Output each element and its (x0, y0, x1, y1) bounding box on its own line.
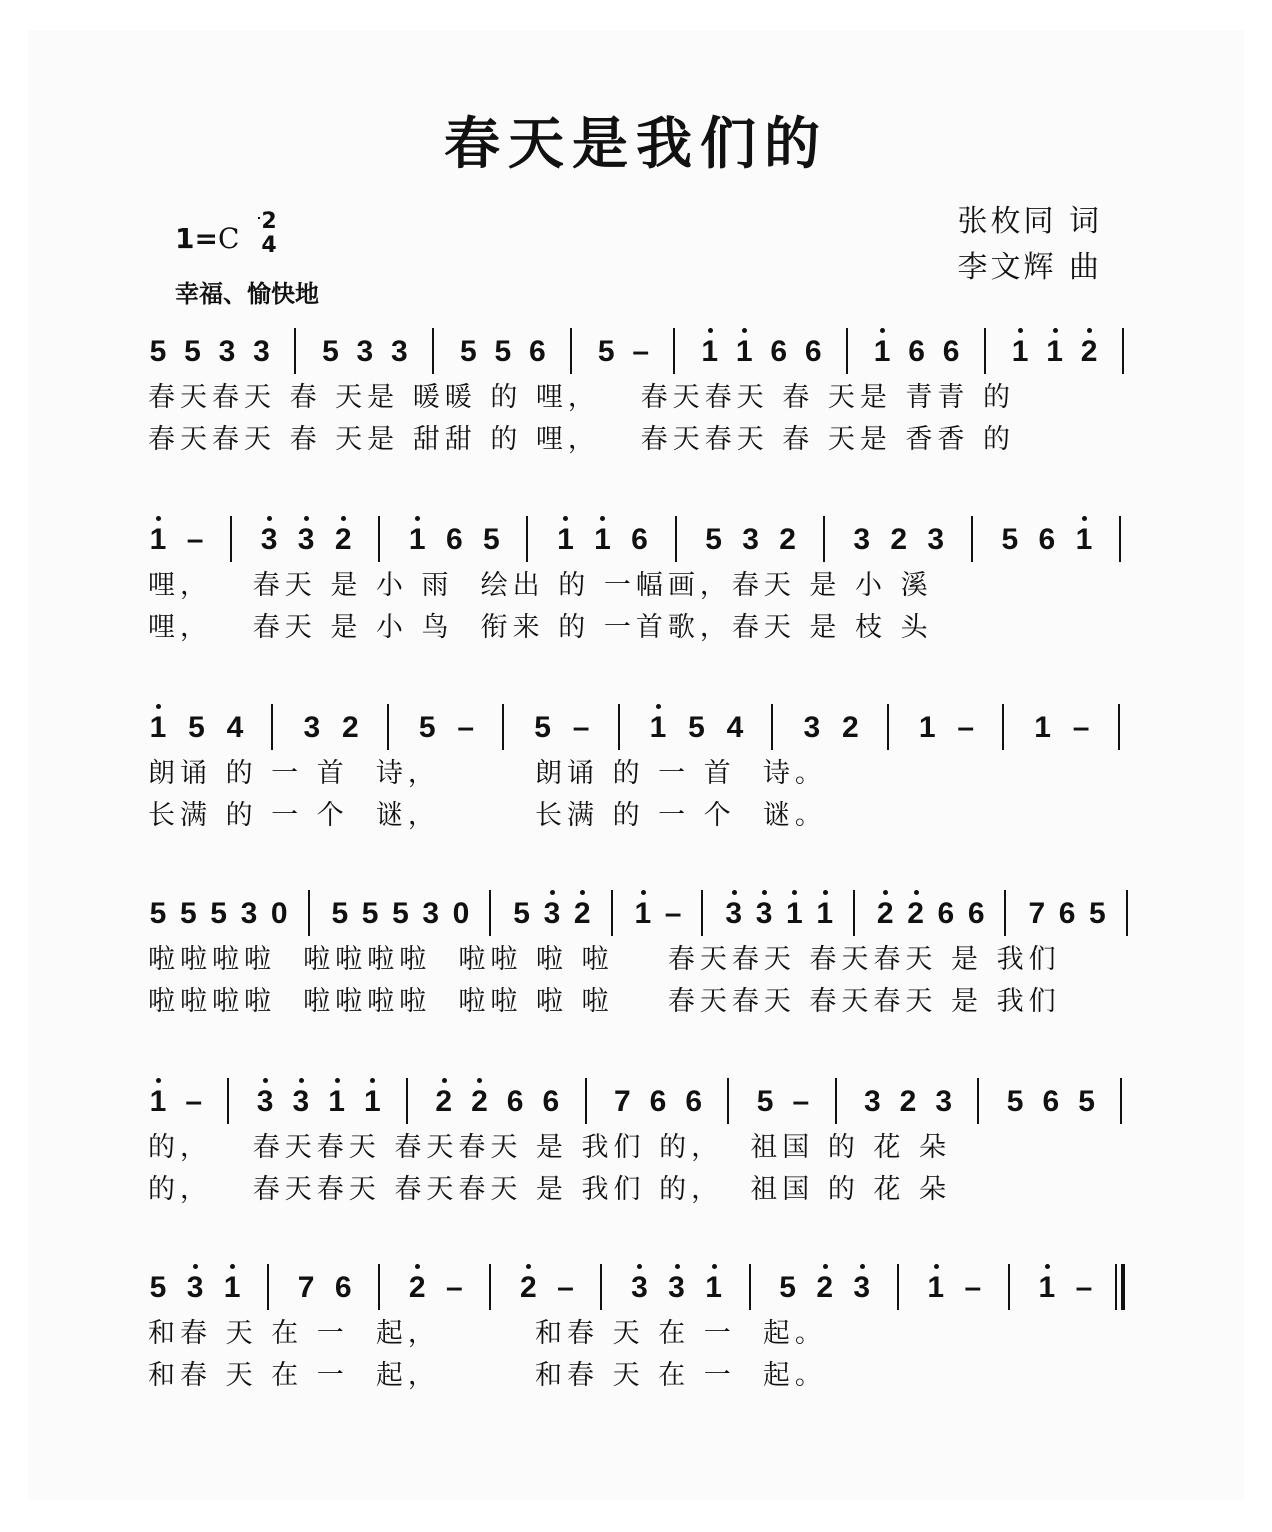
octave-dot (762, 890, 767, 895)
lyric-text: 长满 的 一 个 谜， 长满 的 一 个 谜。 (148, 800, 827, 831)
octave-dot (442, 1078, 447, 1083)
note: – (957, 711, 975, 744)
note: 3 (303, 711, 321, 744)
note: – (457, 711, 475, 744)
barline (489, 1264, 491, 1310)
note: 6 (631, 523, 648, 556)
note: – (664, 897, 682, 930)
note: 2 (907, 897, 924, 930)
note: 0 (452, 897, 470, 930)
barline (294, 328, 296, 374)
note: – (185, 1085, 203, 1118)
octave-dot (563, 516, 568, 521)
note: 6 (542, 1085, 560, 1118)
note: 4 (226, 711, 244, 744)
note: 1 (701, 335, 719, 368)
note: 5 (779, 1271, 796, 1304)
note: 5 (331, 897, 349, 930)
note: 1 (705, 1271, 722, 1304)
note: – (557, 1271, 574, 1304)
note: – (1072, 711, 1090, 744)
barline (230, 516, 232, 562)
note: 5 (688, 711, 705, 744)
lyric-line (140, 610, 1150, 650)
note: 3 (853, 1271, 871, 1304)
note: 1 (634, 897, 652, 930)
note: 5 (392, 897, 409, 930)
note: – (186, 523, 204, 556)
note: 2 (890, 523, 908, 556)
barline (749, 1264, 751, 1310)
note: 5 (149, 335, 167, 368)
barline (675, 516, 677, 562)
note: 1 (918, 711, 936, 744)
octave-dot (880, 328, 885, 333)
octave-dot (823, 1264, 828, 1269)
note: 5 (513, 897, 530, 930)
note: 6 (908, 335, 925, 368)
barline (271, 704, 273, 750)
note: 2 (334, 523, 352, 556)
octave-dot (792, 890, 797, 895)
lyric-line (140, 942, 1150, 982)
lyric-line (140, 798, 1150, 838)
note: 1 (363, 1085, 381, 1118)
note: 5 (179, 897, 197, 930)
note: 6 (685, 1085, 703, 1118)
note: 7 (297, 1271, 315, 1304)
barline (701, 890, 703, 936)
octave-dot (230, 1264, 235, 1269)
note: 5 (210, 897, 227, 930)
note: 5 (705, 523, 722, 556)
note: 3 (253, 335, 270, 368)
octave-dot (550, 890, 555, 895)
note: 5 (149, 1271, 167, 1304)
barline (600, 1264, 602, 1310)
note: 5 (482, 523, 500, 556)
octave-dot (526, 1264, 531, 1269)
octave-dot (193, 1264, 198, 1269)
note: 5 (418, 711, 436, 744)
barline (853, 890, 855, 936)
note: 2 (841, 711, 859, 744)
notation-row (140, 884, 1150, 944)
note: 1 (149, 1085, 167, 1118)
barline (618, 704, 620, 750)
notation-row (140, 1072, 1150, 1132)
barline (1122, 328, 1124, 374)
barline (1008, 1264, 1010, 1310)
octave-dot (415, 516, 420, 521)
note: 3 (422, 897, 440, 930)
song-title: 春天是我们的 (444, 111, 828, 177)
note: – (792, 1085, 810, 1118)
final-barline (1115, 1264, 1117, 1310)
final-barline-thick (1121, 1264, 1125, 1310)
note: 3 (186, 1271, 204, 1304)
key-note: C (217, 222, 240, 255)
lyric-text: 哩， 春天 是 小 鸟 衔来 的 一首歌，春天 是 枝 头 (148, 612, 933, 643)
lyricist-credit: 张枚同 词 (957, 204, 1102, 239)
octave-dot (641, 890, 646, 895)
barline (526, 516, 528, 562)
note: 6 (804, 335, 822, 368)
key-eq: = (194, 222, 218, 255)
lyric-text: 朗诵 的 一 首 诗， 朗诵 的 一 首 诗。 (148, 758, 827, 789)
note: 5 (460, 335, 477, 368)
barline (1004, 890, 1006, 936)
note: 1 (927, 1271, 945, 1304)
barline (846, 328, 848, 374)
lyric-text: 的， 春天春天 春天春天 是 我们 的， 祖国 的 花 朵 (148, 1174, 951, 1205)
note: 6 (334, 1271, 352, 1304)
octave-dot (742, 328, 747, 333)
note: 3 (631, 1271, 648, 1304)
octave-dot (860, 1264, 865, 1269)
barline (971, 516, 973, 562)
note: 1 (1011, 335, 1029, 368)
notation-row (140, 1258, 1150, 1318)
barline (308, 890, 310, 936)
octave-dot (1045, 1264, 1050, 1269)
time-num: 2 (261, 209, 277, 234)
octave-dot (156, 704, 161, 709)
octave-dot (263, 1078, 268, 1083)
octave-dot (934, 1264, 939, 1269)
barline (378, 1264, 380, 1310)
note: 6 (937, 897, 955, 930)
octave-dot (600, 516, 605, 521)
lyric-text: 啦啦啦啦 啦啦啦啦 啦啦 啦 啦 春天春天 春天春天 是 我们 (148, 944, 1061, 975)
note: 3 (742, 523, 759, 556)
barline (984, 328, 986, 374)
notation-row (140, 698, 1150, 758)
lyric-line (140, 984, 1150, 1024)
note: 6 (942, 335, 960, 368)
barline (897, 1264, 899, 1310)
note: 5 (322, 335, 339, 368)
octave-dot (335, 1078, 340, 1083)
barline (771, 704, 773, 750)
note: 2 (876, 897, 894, 930)
note: 2 (435, 1085, 453, 1118)
note: – (445, 1271, 463, 1304)
octave-dot (1018, 328, 1023, 333)
barline (489, 890, 491, 936)
note: 5 (1089, 897, 1106, 930)
note: 1 (1034, 711, 1051, 744)
note: 1 (557, 523, 574, 556)
note: 2 (779, 523, 796, 556)
note: 3 (853, 523, 871, 556)
octave-dot (656, 704, 661, 709)
note: 2 (408, 1271, 426, 1304)
barline (585, 1078, 587, 1124)
note: 2 (573, 897, 591, 930)
octave-dot (415, 1264, 420, 1269)
note: 1 (735, 335, 753, 368)
note: 6 (770, 335, 788, 368)
note: 1 (149, 523, 167, 556)
octave-dot (914, 890, 919, 895)
octave-dot (712, 1264, 717, 1269)
note: 3 (256, 1085, 274, 1118)
lyric-line (140, 568, 1150, 608)
note: 1 (1075, 523, 1093, 556)
lyric-line (140, 1172, 1150, 1212)
note: 2 (1080, 335, 1098, 368)
octave-dot (370, 1078, 375, 1083)
note: 5 (756, 1085, 774, 1118)
barline (977, 1078, 979, 1124)
barline (267, 1264, 269, 1310)
note: 1 (223, 1271, 241, 1304)
note: 5 (361, 897, 379, 930)
note: – (632, 335, 650, 368)
barline (378, 516, 380, 562)
note: 3 (218, 335, 236, 368)
tempo-marking: 幸福、愉快地 (175, 280, 319, 308)
note: 5 (188, 711, 205, 744)
note: 2 (520, 1271, 537, 1304)
octave-dot (477, 1078, 482, 1083)
note: 6 (506, 1085, 524, 1118)
note: 3 (543, 897, 561, 930)
note: 3 (240, 897, 258, 930)
time-signature (258, 210, 280, 258)
lyric-line (140, 1130, 1150, 1170)
note: 3 (755, 897, 773, 930)
note: 7 (613, 1085, 631, 1118)
notation-row (140, 322, 1150, 382)
note: 3 (725, 897, 743, 930)
note: 3 (935, 1085, 953, 1118)
octave-dot (580, 890, 585, 895)
lyric-text: 和春 天 在 一 起， 和春 天 在 一 起。 (148, 1360, 827, 1391)
note: 1 (594, 523, 611, 556)
octave-dot (1082, 516, 1087, 521)
octave-dot (156, 516, 161, 521)
note: 3 (297, 523, 315, 556)
barline (887, 704, 889, 750)
note: 2 (471, 1085, 488, 1118)
barline (611, 890, 613, 936)
notation-row (140, 510, 1150, 570)
note: 1 (149, 711, 167, 744)
note: 3 (668, 1271, 685, 1304)
note: 3 (260, 523, 278, 556)
octave-dot (637, 1264, 642, 1269)
barline (673, 328, 675, 374)
octave-dot (675, 1264, 680, 1269)
note: 5 (494, 335, 512, 368)
note: 6 (445, 523, 463, 556)
barline (823, 516, 825, 562)
note: 3 (927, 523, 945, 556)
note: 3 (356, 335, 374, 368)
note: 2 (899, 1085, 917, 1118)
barline (406, 1078, 408, 1124)
lyric-text: 哩， 春天 是 小 雨 绘出 的 一幅画，春天 是 小 溪 (148, 570, 933, 601)
note: 1 (649, 711, 667, 744)
lyric-text: 和春 天 在 一 起， 和春 天 在 一 起。 (148, 1318, 827, 1349)
octave-dot (883, 890, 888, 895)
note: – (964, 1271, 982, 1304)
time-bar (258, 217, 260, 219)
note: 6 (1042, 1085, 1060, 1118)
octave-dot (732, 890, 737, 895)
octave-dot (1053, 328, 1058, 333)
octave-dot (708, 328, 713, 333)
note: 6 (1058, 897, 1076, 930)
note: 1 (786, 897, 803, 930)
note: – (1075, 1271, 1093, 1304)
octave-dot (299, 1078, 304, 1083)
note: – (572, 711, 590, 744)
barline (1120, 1078, 1122, 1124)
barline (1002, 704, 1004, 750)
note: 1 (1038, 1271, 1056, 1304)
lyric-text: 春天春天 春 天是 甜甜 的 哩， 春天春天 春 天是 香香 的 (148, 424, 1015, 455)
note: 0 (270, 897, 288, 930)
note: 1 (873, 335, 891, 368)
octave-dot (304, 516, 309, 521)
barline (727, 1078, 729, 1124)
note: 5 (534, 711, 551, 744)
barline (570, 328, 572, 374)
barline (835, 1078, 837, 1124)
lyric-line (140, 756, 1150, 796)
lyric-line (140, 380, 1150, 420)
note: 2 (341, 711, 359, 744)
lyric-text: 的， 春天春天 春天春天 是 我们 的， 祖国 的 花 朵 (148, 1132, 951, 1163)
key-signature (175, 222, 239, 255)
octave-dot (823, 890, 828, 895)
note: 3 (391, 335, 408, 368)
lyric-line (140, 1316, 1150, 1356)
lyric-line (140, 422, 1150, 462)
note: 1 (328, 1085, 345, 1118)
note: 1 (1046, 335, 1063, 368)
note: 6 (649, 1085, 667, 1118)
key-do: 1 (175, 222, 195, 255)
note: 5 (1006, 1085, 1024, 1118)
note: 7 (1028, 897, 1046, 930)
note: 1 (408, 523, 426, 556)
octave-dot (156, 1078, 161, 1083)
barline (1126, 890, 1128, 936)
lyric-text: 春天春天 春 天是 暖暖 的 哩， 春天春天 春 天是 青青 的 (148, 382, 1015, 413)
note: 5 (184, 335, 201, 368)
time-den: 4 (261, 233, 277, 258)
note: 6 (1038, 523, 1056, 556)
barline (1118, 704, 1120, 750)
octave-dot (341, 516, 346, 521)
barline (502, 704, 504, 750)
barline (227, 1078, 229, 1124)
note: 6 (967, 897, 985, 930)
note: 5 (1078, 1085, 1095, 1118)
lyric-text: 啦啦啦啦 啦啦啦啦 啦啦 啦 啦 春天春天 春天春天 是 我们 (148, 986, 1061, 1017)
octave-dot (1087, 328, 1092, 333)
barline (387, 704, 389, 750)
note: 3 (803, 711, 821, 744)
lyric-line (140, 1358, 1150, 1398)
note: 5 (149, 897, 167, 930)
octave-dot (267, 516, 272, 521)
barline (1119, 516, 1121, 562)
note: 5 (597, 335, 615, 368)
note: 6 (528, 335, 546, 368)
composer-credit: 李文辉 曲 (957, 250, 1102, 285)
barline (432, 328, 434, 374)
note: 1 (816, 897, 833, 930)
note: 2 (816, 1271, 833, 1304)
note: 3 (863, 1085, 881, 1118)
note: 4 (726, 711, 744, 744)
note: 5 (1001, 523, 1019, 556)
note: 3 (292, 1085, 310, 1118)
